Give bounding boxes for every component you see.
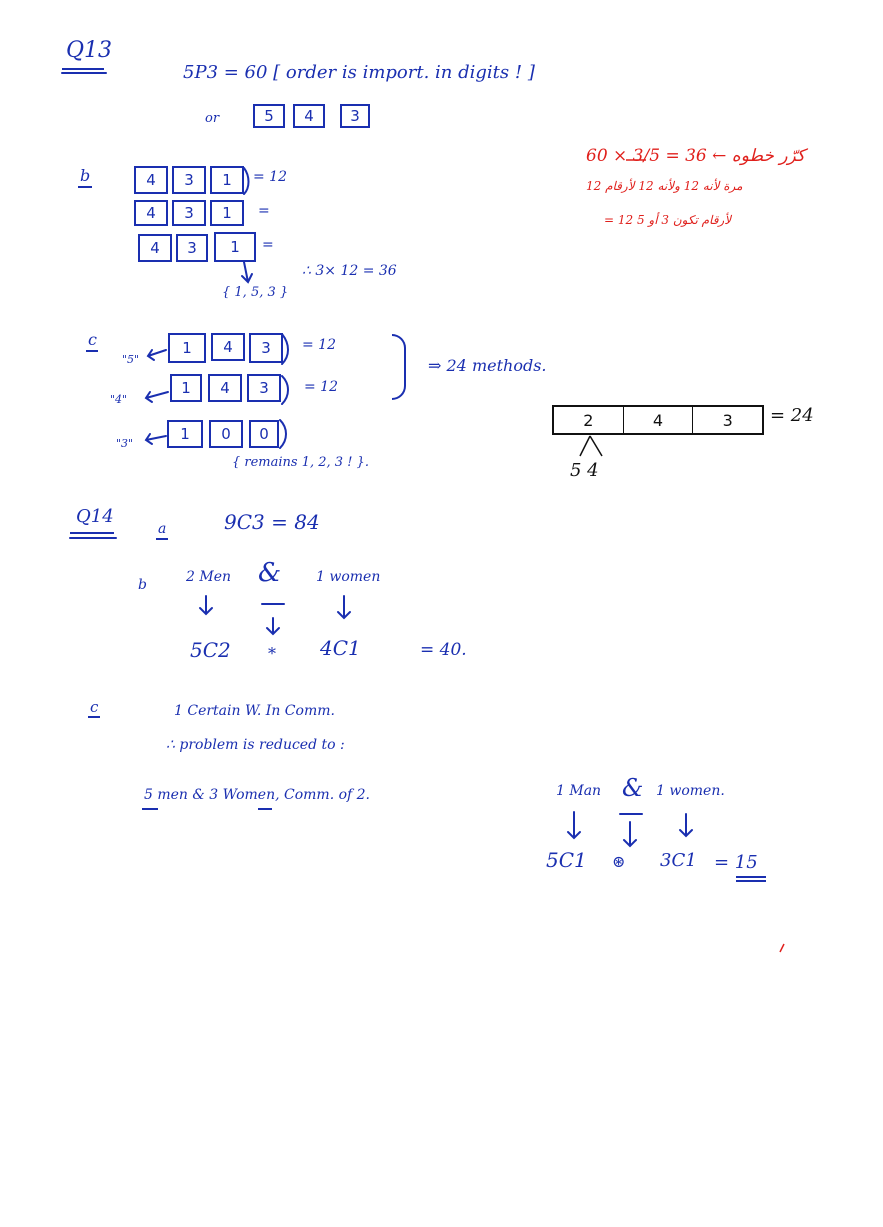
q14-c-label: c [90, 698, 99, 716]
digit-box: 3 [247, 374, 281, 402]
digit-box: 4 [211, 333, 245, 361]
slot-cell: 3 [722, 410, 733, 430]
row-result: = 12 [304, 379, 338, 395]
q14-a-label: a [158, 521, 167, 537]
q14-b-right: 4C1 [320, 636, 361, 660]
arrow-down [680, 814, 692, 836]
q14-c-line1: 1 Certain W. In Comm. [174, 703, 335, 719]
q14-b-left: 5C2 [190, 638, 231, 662]
arrow-down [267, 618, 279, 634]
digit-box: 1 [170, 374, 202, 402]
arrow-left [146, 392, 168, 402]
digit-box: 1 [214, 232, 256, 262]
digit-box: 4 [208, 374, 242, 402]
q14-b-amp: & [258, 558, 282, 588]
row-tag: "5" [122, 353, 140, 366]
row-result: = 12 [302, 337, 336, 353]
q13-line1: 5P3 = 60 [ order is import. in digits ! ] [183, 62, 535, 83]
arrow-down [200, 596, 212, 614]
digit-box: 4 [134, 166, 168, 194]
arrow-down [338, 596, 350, 618]
arrow-down [624, 822, 636, 846]
digit-box: 3 [176, 234, 208, 262]
q14-b-women: 1 women [316, 569, 381, 585]
slot-bar-result: = 24 [770, 405, 814, 426]
bracket [282, 334, 288, 364]
digit-box: 3 [249, 333, 283, 363]
q14-a-expr: 9C3 = 84 [224, 510, 320, 534]
digit-box: 3 [172, 200, 206, 226]
q13-or: or [205, 111, 220, 126]
slot-cell: 2 [554, 407, 624, 433]
q13-b-label: b [80, 166, 91, 185]
bracket [244, 168, 249, 194]
q14-b-times: * [268, 644, 276, 663]
q14-c-man: 1 Man [556, 783, 602, 799]
q14-c-left: 5C1 [546, 848, 587, 872]
split-arrow [580, 436, 602, 456]
q14-c-times: ⊛ [612, 852, 626, 871]
q14-c-line2: ∴ problem is reduced to : [166, 737, 345, 753]
q13-c-label: c [88, 330, 97, 349]
digit-box: 3 [172, 166, 206, 194]
q13-c-remains: { remains 1, 2, 3 ! }. [232, 455, 369, 470]
digit-box: 4 [138, 234, 172, 262]
arrow-down [568, 812, 580, 838]
bracket [282, 376, 288, 404]
digit-box: 1 [168, 333, 206, 363]
q14-c-right: 3C1 [660, 850, 697, 871]
q14-b-result: = 40. [420, 640, 467, 660]
q14-c-result: = 15 [714, 852, 758, 873]
q14-b-label: b [138, 577, 147, 593]
digit-box: 1 [210, 200, 244, 226]
q13-b-result: ∴ 3× 12 = 36 [302, 263, 397, 279]
red-note-line1: 60 × 3/5 = 36 ← كرّر خطوه [586, 146, 806, 166]
q13-c-methods: ⇒ 24 methods. [428, 356, 547, 375]
row-result: = [258, 203, 270, 219]
row-tag: "3" [116, 437, 134, 450]
q14-b-men: 2 Men [186, 569, 231, 585]
red-note-line3: = 12 لأرقام تكون 3 أو 5 [604, 213, 732, 227]
q14-c-amp: & [622, 774, 644, 802]
row-result: = 12 [253, 169, 287, 185]
q13-b-set: { 1, 5, 3 } [222, 285, 289, 300]
digit-box: 5 [253, 104, 285, 128]
arrow-down [242, 262, 252, 282]
digit-box: 4 [134, 200, 168, 226]
q14-c-line3: 5 men & 3 Women, Comm. of 2. [144, 787, 371, 803]
digit-box: 0 [249, 420, 279, 448]
digit-box: 4 [293, 104, 325, 128]
row-tag: "4" [110, 393, 128, 406]
red-mark [780, 944, 784, 952]
arrow-left [148, 350, 166, 360]
digit-box: 3 [340, 104, 370, 128]
bracket [280, 420, 286, 448]
q14-label: Q14 [76, 506, 114, 527]
slot-bar-under: 5 4 [570, 460, 599, 481]
row-result: = [262, 237, 274, 253]
q14-c-woman: 1 women. [656, 783, 725, 799]
red-note-line2: 12 مرة لأنه 12 ولأنه 12 لأرقام [586, 179, 743, 193]
digit-box: 1 [167, 420, 203, 448]
digit-box: 1 [210, 166, 244, 194]
digit-box: 0 [209, 420, 243, 448]
arrow-left [146, 434, 166, 444]
q13-label: Q13 [66, 38, 113, 63]
slot-cell: 4 [624, 407, 694, 433]
